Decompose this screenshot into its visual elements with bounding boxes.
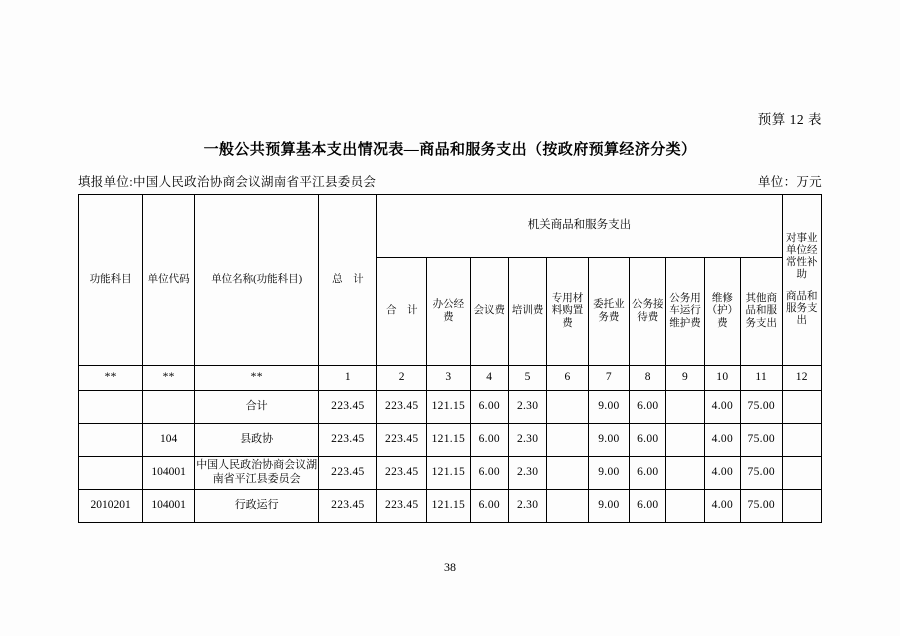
cell-function-subject [79,457,143,490]
cell-special-material-purchase [547,490,588,523]
header-total: 总 计 [319,195,377,366]
cell-office-expense: 121.15 [427,424,471,457]
cell-subsidy-goods-services [782,457,822,490]
cell-official-reception: 6.00 [630,424,666,457]
colnum-9: 7 [588,366,629,391]
cell-training-expense: 2.30 [508,490,546,523]
colnum-1: ** [143,366,195,391]
cell-repair-maintenance: 4.00 [704,457,740,490]
cell-meeting-expense: 6.00 [470,490,508,523]
cell-vehicle-operation-maintenance [666,490,704,523]
cell-entrusted-business: 9.00 [588,490,629,523]
cell-repair-maintenance: 4.00 [704,391,740,424]
cell-other-goods-services: 75.00 [740,424,782,457]
cell-entrusted-business: 9.00 [588,424,629,457]
cell-office-expense: 121.15 [427,391,471,424]
table-row [79,490,822,523]
cell-training-expense: 2.30 [508,424,546,457]
cell-official-reception: 6.00 [630,391,666,424]
amount-unit-note: 单位：万元 [757,175,822,189]
cell-subsidy-goods-services [782,391,822,424]
cell-unit-code: 104001 [143,490,195,523]
colnum-6: 4 [470,366,508,391]
cell-unit-code: 104001 [143,457,195,490]
header-entrusted-business: 委托业务费 [588,258,629,366]
cell-sub-total: 223.45 [377,391,427,424]
colnum-7: 5 [508,366,546,391]
cell-unit-name: 中国人民政治协商会议湖南省平江县委员会 [195,457,319,490]
cell-sub-total: 223.45 [377,424,427,457]
table-row [79,424,822,457]
colnum-14: 12 [782,366,822,391]
header-function-subject: 功能科目 [79,195,143,366]
header-special-material-purchase: 专用材料购置费 [547,258,588,366]
cell-other-goods-services: 75.00 [740,490,782,523]
cell-office-expense: 121.15 [427,490,471,523]
cell-vehicle-operation-maintenance [666,391,704,424]
header-sub-total: 合 计 [377,258,427,366]
cell-training-expense: 2.30 [508,391,546,424]
cell-vehicle-operation-maintenance [666,424,704,457]
cell-total: 223.45 [319,424,377,457]
colnum-12: 10 [704,366,740,391]
meta-row [78,172,822,190]
cell-subsidy-goods-services [782,424,822,457]
cell-function-subject [79,391,143,424]
header-repair-maintenance: 维修（护）费 [704,258,740,366]
header-group-subsidy [782,195,822,366]
cell-special-material-purchase [547,391,588,424]
header-group-subsidy-label: 对事业单位经常性补助 [786,232,818,280]
cell-total: 223.45 [319,490,377,523]
colnum-5: 3 [427,366,471,391]
cell-meeting-expense: 6.00 [470,424,508,457]
cell-special-material-purchase [547,457,588,490]
cell-sub-total: 223.45 [377,490,427,523]
budget-table [78,194,822,523]
cell-meeting-expense: 6.00 [470,391,508,424]
cell-office-expense: 121.15 [427,457,471,490]
page-number: 38 [444,560,456,574]
cell-other-goods-services: 75.00 [740,391,782,424]
header-subsidy-goods-services: 商品和服务支出 [786,291,818,327]
colnum-3: 1 [319,366,377,391]
cell-meeting-expense: 6.00 [470,457,508,490]
cell-repair-maintenance: 4.00 [704,424,740,457]
colnum-2: ** [195,366,319,391]
cell-entrusted-business: 9.00 [588,391,629,424]
colnum-10: 8 [630,366,666,391]
header-office-expense: 办公经费 [427,258,471,366]
cell-unit-name: 县政协 [195,424,319,457]
cell-vehicle-operation-maintenance [666,457,704,490]
cell-entrusted-business: 9.00 [588,457,629,490]
colnum-8: 6 [547,366,588,391]
header-official-reception: 公务接待费 [630,258,666,366]
cell-official-reception: 6.00 [630,457,666,490]
cell-total: 223.45 [319,391,377,424]
cell-unit-name: 合计 [195,391,319,424]
cell-training-expense: 2.30 [508,457,546,490]
header-training-expense: 培训费 [508,258,546,366]
colnum-11: 9 [666,366,704,391]
colnum-13: 11 [740,366,782,391]
colnum-0: ** [79,366,143,391]
header-group-goods-services: 机关商品和服务支出 [377,195,782,258]
table-header-row-1 [79,195,822,258]
header-meeting-expense: 会议费 [470,258,508,366]
cell-total: 223.45 [319,457,377,490]
table-row [79,391,822,424]
table-row [79,457,822,490]
cell-official-reception: 6.00 [630,490,666,523]
cell-unit-name: 行政运行 [195,490,319,523]
header-unit-name: 单位名称(功能科目) [195,195,319,366]
table-label: 预算 12 表 [757,112,822,127]
header-vehicle-operation-maintenance: 公务用车运行维护费 [666,258,704,366]
header-other-goods-services: 其他商品和服务支出 [740,258,782,366]
column-number-row [79,366,822,391]
cell-sub-total: 223.45 [377,457,427,490]
header-unit-code: 单位代码 [143,195,195,366]
cell-repair-maintenance: 4.00 [704,490,740,523]
cell-subsidy-goods-services [782,490,822,523]
cell-function-subject [79,424,143,457]
cell-unit-code: 104 [143,424,195,457]
reporting-unit: 填报单位:中国人民政治协商会议湖南省平江县委员会 [78,175,377,189]
cell-special-material-purchase [547,424,588,457]
cell-other-goods-services: 75.00 [740,457,782,490]
cell-unit-code [143,391,195,424]
colnum-4: 2 [377,366,427,391]
page-title: 一般公共预算基本支出情况表—商品和服务支出（按政府预算经济分类） [203,142,697,158]
cell-function-subject: 2010201 [79,490,143,523]
